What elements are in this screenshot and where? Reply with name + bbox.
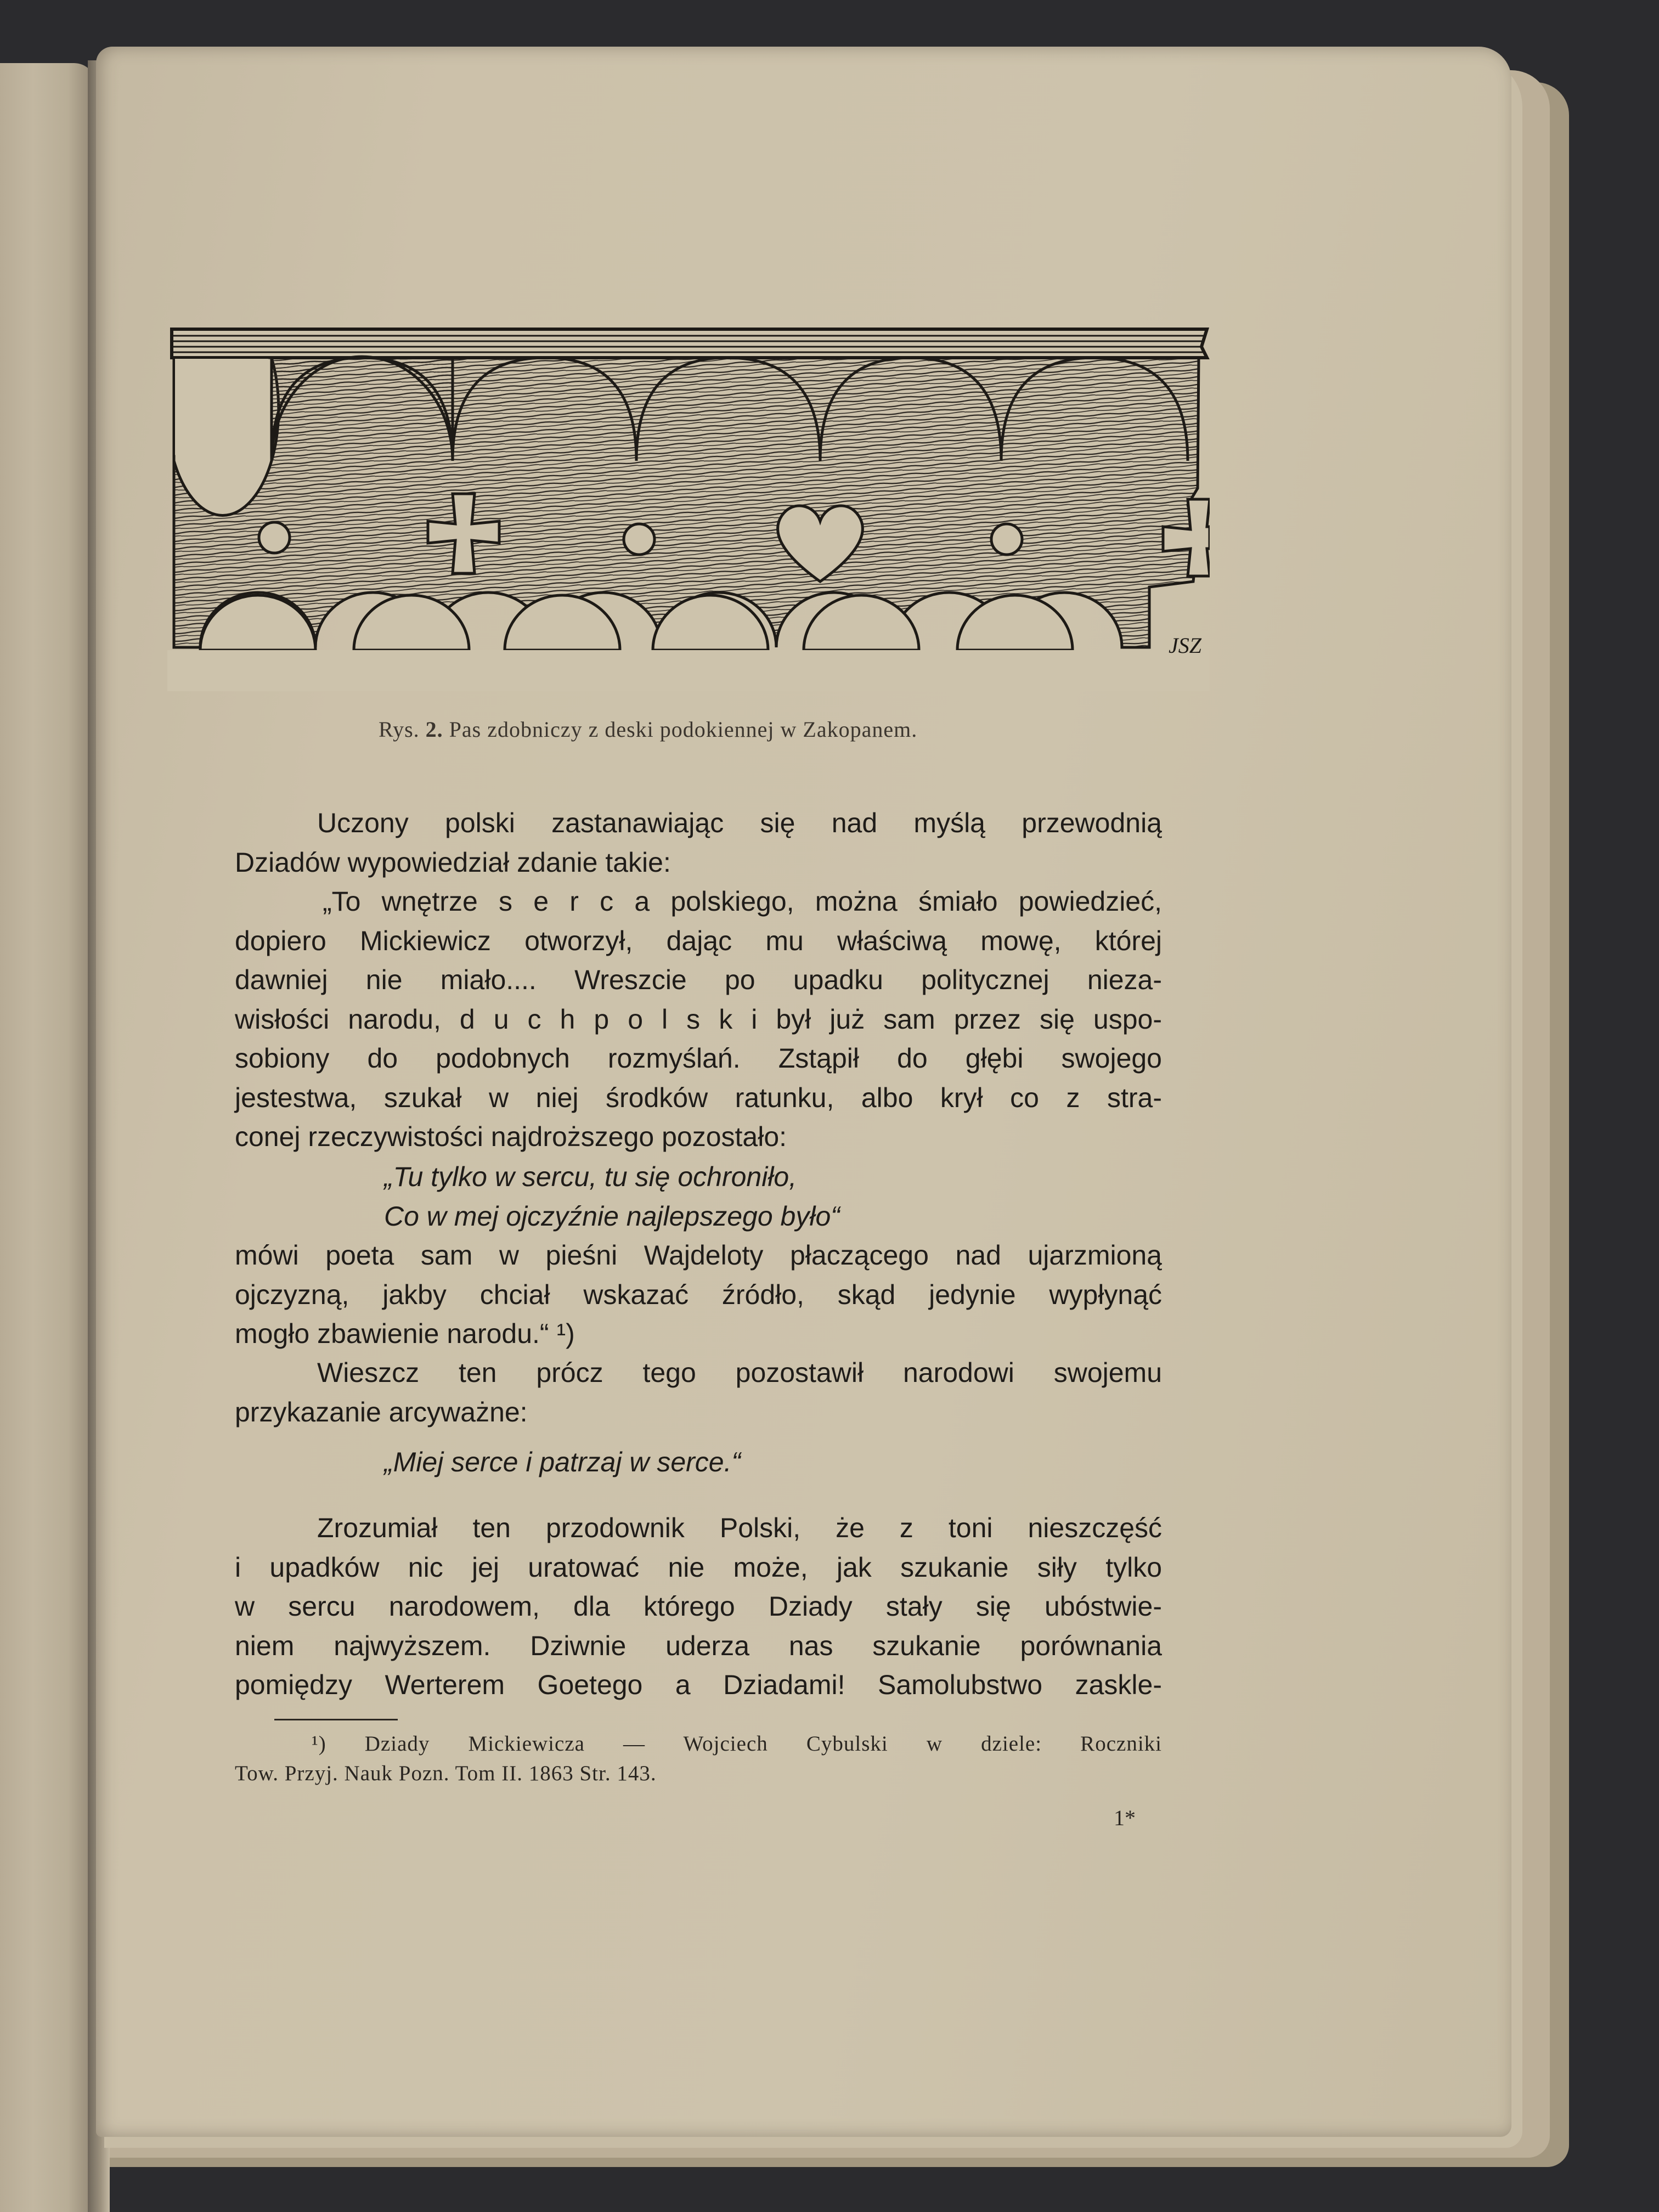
- footnote: [235, 1729, 1162, 1788]
- text-line: dopiero Mickiewicz otworzył, dając mu właściwą mowę, której: [235, 925, 1162, 956]
- text-line: w sercu narodowem, dla którego Dziady stały się ubóstwie-: [235, 1591, 1162, 1622]
- text-line: pomiędzy Werterem Goetego a Dziadami! Samolubstwo zaskle-: [235, 1669, 1162, 1700]
- text-line: Zrozumiał ten przodownik Polski, że z toni nieszczęść: [317, 1513, 1162, 1543]
- verse-line: „Tu tylko w sercu, tu się ochroniło,: [384, 1161, 797, 1192]
- text-line: Dziadów wypowiedział zdanie takie:: [235, 847, 671, 878]
- text-line: conej rzeczywistości najdroższego pozostało:: [235, 1121, 787, 1152]
- footnote-line: ¹) Dziady Mickiewicza — Wojciech Cybulski w dziele: Roczniki: [312, 1732, 1162, 1756]
- caption-number: 2.: [425, 717, 443, 742]
- board-top-rail: [172, 329, 1207, 358]
- text-line: dawniej nie miało.... Wreszcie po upadku politycznej nieza-: [235, 964, 1162, 995]
- figure-caption: [379, 716, 1092, 742]
- verse-line: Co w mej ojczyźnie najlepszego było“: [384, 1200, 840, 1232]
- text-line: wisłości narodu, d u c h p o l s k i był już sam przez się uspo-: [235, 1003, 1162, 1035]
- text-line: mówi poeta sam w pieśni Wajdeloty płaczącego nad ujarzmioną: [235, 1240, 1162, 1271]
- caption-label: Rys.: [379, 717, 420, 742]
- text-line: Wieszcz ten prócz tego pozostawił narodowi swojemu: [317, 1357, 1162, 1388]
- text-line: niem najwyższem. Dziwnie uderza nas szukanie porównania: [235, 1630, 1162, 1661]
- artist-monogram: JSZ: [1169, 633, 1201, 658]
- text-line: przykazanie arcyważne:: [235, 1396, 528, 1427]
- verse-quote-1: [384, 1158, 1042, 1236]
- text-line: Uczony polski zastanawiając się nad myślą przewodnią: [317, 808, 1162, 838]
- text-line: „To wnętrze s e r c a polskiego, można śmiało powiedzieć,: [323, 886, 1162, 917]
- verse-line: „Miej serce i patrzaj w serce.“: [384, 1447, 741, 1477]
- text-line: sobiony do podobnych rozmyślań. Zstąpił do głębi swojego: [235, 1043, 1162, 1074]
- text-line: jestestwa, szukał w niej środków ratunku, albo krył co z stra-: [235, 1082, 1162, 1113]
- verse-quote-2: [384, 1443, 1042, 1482]
- paragraph-2-quote: [235, 882, 1162, 1157]
- paragraph-3: [235, 1236, 1162, 1354]
- text-line: i upadków nic jej uratować nie może, jak szukanie siły tylko: [235, 1551, 1162, 1583]
- caption-text: Pas zdobniczy z deski podokiennej w Zakopanem.: [449, 717, 918, 742]
- paragraph-4: [235, 1353, 1162, 1432]
- paragraph-5: [235, 1509, 1162, 1705]
- footnote-rule: [274, 1719, 398, 1720]
- paragraph-1: [235, 804, 1162, 882]
- footnote-line: Tow. Przyj. Nauk Pozn. Tom II. 1863 Str. 143.: [235, 1762, 657, 1785]
- left-page-edge: [0, 63, 96, 2212]
- ornamental-board-illustration: [167, 324, 1210, 691]
- page-number: 1*: [1114, 1805, 1136, 1830]
- text-line: ojczyzną, jakby chciał wskazać źródło, skąd jedynie wypłynąć: [235, 1279, 1162, 1310]
- text-line: mogło zbawienie narodu.“ ¹): [235, 1318, 575, 1349]
